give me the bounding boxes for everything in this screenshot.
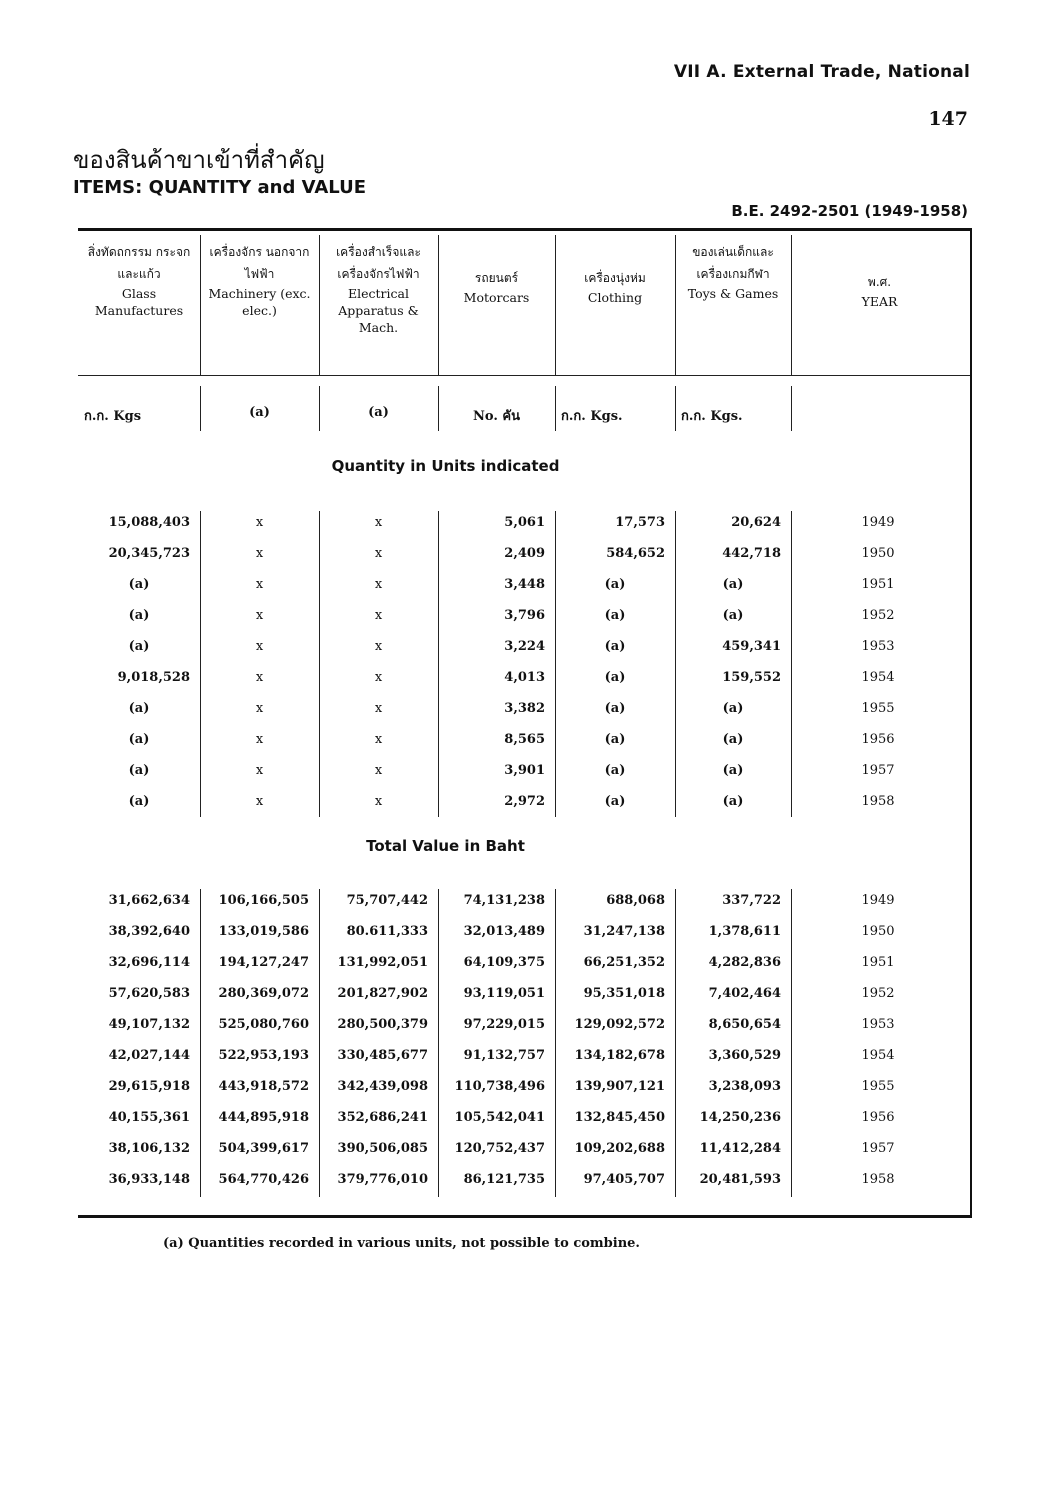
table-cell-motorcars: 3,382	[504, 701, 545, 716]
table-cell-clothing: 31,247,138	[583, 924, 665, 939]
column-header-year	[791, 271, 968, 310]
table-cell-year: 1956	[861, 732, 895, 747]
table-cell-machinery: 564,770,426	[218, 1172, 309, 1187]
column-header-english: Clothing	[587, 290, 643, 305]
table-cell-toys: 14,250,236	[699, 1110, 781, 1125]
column-header-thai: เครื่องจักร นอกจากไฟฟ้า	[209, 245, 310, 281]
table-cell-machinery: x	[255, 794, 264, 809]
table-cell-motorcars: 3,448	[504, 577, 545, 592]
table-row	[78, 978, 970, 1009]
table-cell-clothing: 129,092,572	[574, 1017, 665, 1032]
table-cell-clothing: (a)	[604, 732, 626, 747]
column-header-thai: ของเล่นเด็กและ เครื่องเกมกีฬา	[692, 245, 774, 281]
column-header-clothing	[555, 267, 675, 306]
table-cell-machinery: x	[255, 515, 264, 530]
table-cell-glass: (a)	[128, 794, 150, 809]
table-cell-year: 1949	[861, 893, 895, 908]
table-cell-electrical: 280,500,379	[337, 1017, 428, 1032]
page-number: 147	[928, 108, 968, 130]
table-cell-electrical: x	[374, 608, 383, 623]
table-cell-year: 1952	[861, 986, 895, 1001]
column-header-thai: สิ่งทัดถกรรม กระจกและแก้ว	[87, 245, 191, 281]
table-row	[78, 1102, 970, 1133]
table-cell-year: 1957	[861, 763, 895, 778]
table-cell-year: 1952	[861, 608, 895, 623]
table-cell-toys: 7,402,464	[708, 986, 781, 1001]
table-cell-machinery: x	[255, 701, 264, 716]
table-cell-glass: (a)	[128, 701, 150, 716]
table-cell-motorcars: 74,131,238	[463, 893, 545, 908]
table-cell-motorcars: 4,013	[504, 670, 545, 685]
section-heading: VII A. External Trade, National	[673, 62, 970, 82]
table-cell-motorcars: 120,752,437	[454, 1141, 545, 1156]
column-header-english: Toys & Games	[687, 286, 779, 301]
table-cell-machinery: 504,399,617	[218, 1141, 309, 1156]
table-cell-year: 1951	[861, 577, 895, 592]
table-cell-clothing: 132,845,450	[574, 1110, 665, 1125]
table-cell-electrical: 390,506,085	[337, 1141, 428, 1156]
table-cell-clothing: 66,251,352	[583, 955, 665, 970]
column-header-toys	[675, 241, 791, 302]
table-cell-clothing: (a)	[604, 763, 626, 778]
table-cell-glass: (a)	[128, 732, 150, 747]
table-cell-electrical: x	[374, 701, 383, 716]
table-cell-toys: (a)	[722, 608, 744, 623]
table-cell-toys: 459,341	[722, 639, 781, 654]
table-cell-electrical: x	[374, 639, 383, 654]
table-cell-motorcars: 3,224	[504, 639, 545, 654]
table-cell-year: 1950	[861, 924, 895, 939]
page-title: ITEMS: QUANTITY and VALUE	[73, 177, 367, 198]
table-cell-electrical: x	[374, 732, 383, 747]
table-cell-electrical: 201,827,902	[337, 986, 428, 1001]
import-items-table	[78, 228, 972, 1218]
table-cell-clothing: (a)	[604, 639, 626, 654]
table-cell-year: 1956	[861, 1110, 895, 1125]
table-cell-glass: 38,392,640	[108, 924, 190, 939]
table-cell-electrical: x	[374, 763, 383, 778]
table-cell-year: 1954	[861, 1048, 895, 1063]
column-header-english: Glass Manufactures	[94, 286, 184, 318]
table-row	[78, 662, 970, 693]
table-cell-glass: 29,615,918	[108, 1079, 190, 1094]
table-cell-toys: 3,238,093	[708, 1079, 781, 1094]
table-cell-machinery: x	[255, 546, 264, 561]
unit-label-motorcars: No. คัน	[473, 409, 520, 424]
table-row	[78, 1009, 970, 1040]
column-header-english: Electrical Apparatus & Mach.	[338, 286, 419, 335]
column-header-thai: เครื่องสำเร็จและ เครื่องจักรไฟฟ้า	[336, 245, 421, 281]
table-cell-glass: 15,088,403	[108, 515, 190, 530]
table-cell-toys: (a)	[722, 701, 744, 716]
table-cell-toys: 3,360,529	[708, 1048, 781, 1063]
table-cell-toys: 159,552	[722, 670, 781, 685]
unit-label-clothing: ก.ก. Kgs.	[561, 409, 623, 424]
column-header-english: Motorcars	[463, 290, 530, 305]
column-header-electrical	[319, 241, 438, 336]
table-cell-motorcars: 86,121,735	[463, 1172, 545, 1187]
table-row	[78, 885, 970, 916]
table-cell-motorcars: 93,119,051	[463, 986, 545, 1001]
table-cell-clothing: 17,573	[615, 515, 665, 530]
table-row	[78, 538, 970, 569]
table-row	[78, 786, 970, 817]
table-cell-machinery: x	[255, 763, 264, 778]
table-cell-toys: (a)	[722, 794, 744, 809]
table-cell-motorcars: 32,013,489	[463, 924, 545, 939]
table-cell-year: 1953	[861, 1017, 895, 1032]
table-cell-toys: 11,412,284	[699, 1141, 781, 1156]
table-row	[78, 724, 970, 755]
table-cell-glass: (a)	[128, 639, 150, 654]
table-cell-toys: 337,722	[722, 893, 781, 908]
table-cell-glass: (a)	[128, 577, 150, 592]
table-cell-motorcars: 97,229,015	[463, 1017, 545, 1032]
table-cell-clothing: 134,182,678	[574, 1048, 665, 1063]
table-cell-motorcars: 2,972	[504, 794, 545, 809]
table-cell-electrical: x	[374, 515, 383, 530]
table-cell-electrical: 330,485,677	[337, 1048, 428, 1063]
table-cell-machinery: 280,369,072	[218, 986, 309, 1001]
table-row	[78, 631, 970, 662]
table-cell-electrical: x	[374, 546, 383, 561]
table-cell-toys: (a)	[722, 732, 744, 747]
table-row	[78, 947, 970, 978]
table-cell-glass: 40,155,361	[108, 1110, 190, 1125]
table-cell-motorcars: 3,796	[504, 608, 545, 623]
table-cell-motorcars: 3,901	[504, 763, 545, 778]
table-cell-electrical: 80.611,333	[346, 924, 428, 939]
table-cell-clothing: 109,202,688	[574, 1141, 665, 1156]
table-row	[78, 916, 970, 947]
table-cell-toys: 20,481,593	[699, 1172, 781, 1187]
table-cell-toys: 8,650,654	[708, 1017, 781, 1032]
table-cell-machinery: x	[255, 577, 264, 592]
table-cell-year: 1950	[861, 546, 895, 561]
table-row	[78, 693, 970, 724]
table-cell-clothing: (a)	[604, 794, 626, 809]
table-cell-machinery: x	[255, 608, 264, 623]
table-cell-toys: 4,282,836	[708, 955, 781, 970]
table-cell-machinery: x	[255, 732, 264, 747]
column-header-machinery	[200, 241, 319, 319]
table-cell-electrical: 131,992,051	[337, 955, 428, 970]
table-cell-glass: 9,018,528	[117, 670, 190, 685]
table-cell-year: 1957	[861, 1141, 895, 1156]
table-cell-clothing: 97,405,707	[583, 1172, 665, 1187]
section-title-quantity: Quantity in Units indicated	[331, 457, 560, 475]
unit-label-toys: ก.ก. Kgs.	[681, 409, 743, 424]
table-cell-motorcars: 5,061	[504, 515, 545, 530]
table-cell-motorcars: 110,738,496	[454, 1079, 545, 1094]
table-cell-glass: 32,696,114	[108, 955, 190, 970]
table-row	[78, 1040, 970, 1071]
table-cell-clothing: (a)	[604, 670, 626, 685]
table-cell-toys: (a)	[722, 577, 744, 592]
column-header-motorcars	[438, 267, 555, 306]
table-cell-machinery: 444,895,918	[218, 1110, 309, 1125]
table-cell-toys: 20,624	[731, 515, 781, 530]
period-label: B.E. 2492-2501 (1949-1958)	[731, 202, 968, 220]
table-cell-glass: (a)	[128, 608, 150, 623]
table-cell-year: 1958	[861, 1172, 895, 1187]
table-cell-electrical: x	[374, 794, 383, 809]
table-cell-glass: (a)	[128, 763, 150, 778]
table-cell-machinery: x	[255, 639, 264, 654]
table-cell-clothing: 139,907,121	[574, 1079, 665, 1094]
table-cell-glass: 49,107,132	[108, 1017, 190, 1032]
table-cell-motorcars: 91,132,757	[463, 1048, 545, 1063]
table-cell-electrical: x	[374, 577, 383, 592]
column-header-thai: พ.ศ.	[867, 275, 892, 289]
table-cell-glass: 31,662,634	[108, 893, 190, 908]
table-row	[78, 1071, 970, 1102]
table-cell-electrical: 342,439,098	[337, 1079, 428, 1094]
table-cell-glass: 20,345,723	[108, 546, 190, 561]
table-cell-toys: 442,718	[722, 546, 781, 561]
table-cell-electrical: 75,707,442	[346, 893, 428, 908]
column-header-english: Machinery (exc. elec.)	[208, 286, 311, 318]
column-header-thai: รถยนตร์	[474, 271, 519, 285]
table-cell-year: 1955	[861, 701, 895, 716]
table-cell-machinery: 525,080,760	[218, 1017, 309, 1032]
table-cell-clothing: (a)	[604, 608, 626, 623]
column-header-glass	[78, 241, 200, 319]
table-cell-machinery: x	[255, 670, 264, 685]
table-cell-glass: 38,106,132	[108, 1141, 190, 1156]
table-cell-machinery: 443,918,572	[218, 1079, 309, 1094]
table-row	[78, 1133, 970, 1164]
table-cell-clothing: 95,351,018	[583, 986, 665, 1001]
table-cell-toys: 1,378,611	[708, 924, 781, 939]
table-cell-electrical: 379,776,010	[337, 1172, 428, 1187]
table-row	[78, 507, 970, 538]
unit-label-electrical: (a)	[368, 405, 389, 420]
header-divider	[78, 375, 970, 376]
section-title-value: Total Value in Baht	[366, 837, 525, 855]
table-cell-motorcars: 64,109,375	[463, 955, 545, 970]
page-title-thai: ของสินค้าขาเข้าที่สำคัญ	[73, 146, 325, 174]
table-cell-glass: 57,620,583	[108, 986, 190, 1001]
table-cell-toys: (a)	[722, 763, 744, 778]
table-row	[78, 569, 970, 600]
table-row	[78, 755, 970, 786]
footnote: (a) Quantities recorded in various units, not possible to combine.	[163, 1236, 640, 1251]
table-cell-machinery: 522,953,193	[218, 1048, 309, 1063]
table-row	[78, 600, 970, 631]
table-cell-year: 1954	[861, 670, 895, 685]
table-cell-motorcars: 105,542,041	[454, 1110, 545, 1125]
table-cell-electrical: 352,686,241	[337, 1110, 428, 1125]
table-row	[78, 1164, 970, 1195]
table-cell-year: 1951	[861, 955, 895, 970]
table-cell-glass: 36,933,148	[108, 1172, 190, 1187]
column-header-english: YEAR	[861, 294, 898, 309]
table-cell-machinery: 194,127,247	[218, 955, 309, 970]
table-cell-machinery: 106,166,505	[218, 893, 309, 908]
table-cell-machinery: 133,019,586	[218, 924, 309, 939]
table-cell-motorcars: 8,565	[504, 732, 545, 747]
table-cell-year: 1958	[861, 794, 895, 809]
table-cell-year: 1949	[861, 515, 895, 530]
table-cell-electrical: x	[374, 670, 383, 685]
unit-label-machinery: (a)	[249, 405, 270, 420]
table-cell-clothing: (a)	[604, 577, 626, 592]
table-cell-clothing: 688,068	[606, 893, 665, 908]
unit-label-glass: ก.ก. Kgs	[84, 409, 142, 424]
table-cell-year: 1955	[861, 1079, 895, 1094]
column-header-thai: เครื่องนุ่งห่ม	[584, 271, 646, 285]
table-cell-glass: 42,027,144	[108, 1048, 190, 1063]
table-cell-clothing: 584,652	[606, 546, 665, 561]
table-cell-motorcars: 2,409	[504, 546, 545, 561]
table-cell-year: 1953	[861, 639, 895, 654]
table-cell-clothing: (a)	[604, 701, 626, 716]
